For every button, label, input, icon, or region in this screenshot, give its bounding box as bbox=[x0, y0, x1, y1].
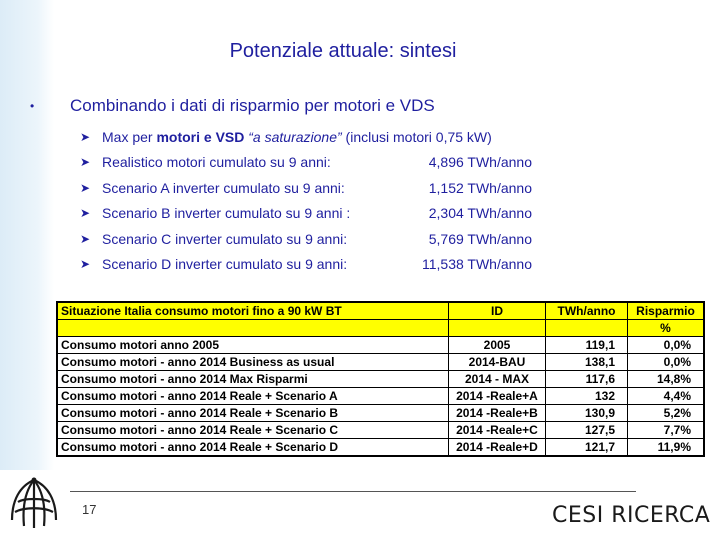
page-number: 17 bbox=[82, 502, 97, 517]
header-cell-empty bbox=[57, 320, 449, 337]
cell-savings: 7,7% bbox=[628, 422, 705, 439]
sub-bullet-label: Scenario D inverter cumulato su 9 anni: bbox=[102, 256, 348, 273]
sub-bullet-value: 4,896 TWh/anno bbox=[428, 154, 532, 171]
cell-savings: 0,0% bbox=[628, 354, 705, 371]
cell-twh: 117,6 bbox=[546, 371, 628, 388]
cell-description: Consumo motori - anno 2014 Max Risparmi bbox=[57, 371, 449, 388]
header-cell-twh: TWh/anno bbox=[546, 302, 628, 320]
arrow-bullet-icon: ➤ bbox=[80, 155, 91, 170]
text-bold-part: motori e VSD bbox=[156, 128, 245, 145]
table-header-row bbox=[57, 302, 704, 320]
header-cell-empty bbox=[546, 320, 628, 337]
cell-twh: 138,1 bbox=[546, 354, 628, 371]
cell-twh: 127,5 bbox=[546, 422, 628, 439]
table-row bbox=[57, 371, 704, 388]
text-part: Max per bbox=[102, 128, 157, 145]
sub-bullet-text bbox=[102, 129, 492, 145]
table-row bbox=[57, 337, 704, 354]
brand-logo-text: CESI RICERCA bbox=[552, 503, 711, 528]
arrow-bullet-icon: ➤ bbox=[80, 231, 91, 246]
bullet-dot-icon: • bbox=[30, 99, 35, 113]
cell-savings: 11,9% bbox=[628, 439, 705, 457]
sub-bullet-label: Scenario A inverter cumulato su 9 anni: bbox=[102, 179, 345, 196]
arrow-bullet-icon: ➤ bbox=[80, 206, 91, 221]
table-header-row-2 bbox=[57, 320, 704, 337]
cell-id: 2014 -Reale+C bbox=[449, 422, 546, 439]
footer-divider bbox=[70, 491, 636, 492]
cell-id: 2014 -Reale+A bbox=[449, 388, 546, 405]
cell-savings: 5,2% bbox=[628, 405, 705, 422]
table-row bbox=[57, 354, 704, 371]
cell-twh: 132 bbox=[546, 388, 628, 405]
header-cell-id: ID bbox=[449, 302, 546, 320]
sub-bullet-value: 11,538 TWh/anno bbox=[421, 256, 532, 273]
main-bullet-text: Combinando i dati di risparmio per motori e VDS bbox=[70, 96, 435, 115]
cell-savings: 14,8% bbox=[628, 371, 705, 388]
table-row bbox=[57, 439, 704, 457]
table-row bbox=[57, 388, 704, 405]
arrow-bullet-icon: ➤ bbox=[80, 129, 91, 144]
cell-description: Consumo motori - anno 2014 Business as usual bbox=[57, 354, 449, 371]
sub-bullet-label: Scenario C inverter cumulato su 9 anni: bbox=[102, 230, 348, 247]
header-cell-savings: Risparmio bbox=[628, 302, 705, 320]
cell-savings: 4,4% bbox=[628, 388, 705, 405]
header-cell-empty bbox=[449, 320, 546, 337]
main-bullet bbox=[30, 96, 435, 116]
sub-bullet-value: 2,304 TWh/anno bbox=[428, 205, 532, 222]
table-row bbox=[57, 422, 704, 439]
arrow-bullet-icon: ➤ bbox=[80, 257, 91, 272]
cell-description: Consumo motori - anno 2014 Reale + Scenario D bbox=[57, 439, 449, 457]
sub-bullet-item bbox=[80, 252, 600, 278]
sub-bullet-item bbox=[80, 226, 600, 252]
sub-bullet-item bbox=[80, 124, 600, 150]
header-cell-situation: Situazione Italia consumo motori fino a 90 kW BT bbox=[57, 302, 449, 320]
cell-description: Consumo motori - anno 2014 Reale + Scenario A bbox=[57, 388, 449, 405]
cell-description: Consumo motori - anno 2014 Reale + Scenario B bbox=[57, 405, 449, 422]
cell-twh: 130,9 bbox=[546, 405, 628, 422]
slide-title: Potenziale attuale: sintesi bbox=[229, 40, 457, 62]
side-band bbox=[0, 0, 54, 470]
cell-id: 2014 - MAX bbox=[449, 371, 546, 388]
header-cell-percent: % bbox=[628, 320, 705, 337]
cell-id: 2014 -Reale+B bbox=[449, 405, 546, 422]
arrow-bullet-icon: ➤ bbox=[80, 180, 91, 195]
sub-bullet-item bbox=[80, 175, 600, 201]
cell-twh: 121,7 bbox=[546, 439, 628, 457]
cell-id: 2014 -Reale+D bbox=[449, 439, 546, 457]
sub-bullet-item bbox=[80, 201, 600, 227]
cell-description: Consumo motori - anno 2014 Reale + Scenario C bbox=[57, 422, 449, 439]
sub-bullet-label: Scenario B inverter cumulato su 9 anni : bbox=[102, 205, 351, 222]
table-row bbox=[57, 405, 704, 422]
sub-bullet-label: Realistico motori cumulato su 9 anni: bbox=[102, 154, 331, 171]
cell-savings: 0,0% bbox=[628, 337, 705, 354]
cell-twh: 119,1 bbox=[546, 337, 628, 354]
confindustria-eagle-logo bbox=[6, 476, 62, 536]
cell-id: 2014-BAU bbox=[449, 354, 546, 371]
sub-bullet-value: 1,152 TWh/anno bbox=[428, 179, 532, 196]
cell-description: Consumo motori anno 2005 bbox=[57, 337, 449, 354]
text-italic-part: “a saturazione” bbox=[244, 128, 342, 145]
sub-bullet-value: 5,769 TWh/anno bbox=[428, 230, 532, 247]
text-part: (inclusi motori 0,75 kW) bbox=[341, 128, 492, 145]
cell-id: 2005 bbox=[449, 337, 546, 354]
sub-bullet-item bbox=[80, 150, 600, 176]
consumption-table bbox=[56, 301, 705, 457]
sub-bullet-list bbox=[80, 124, 600, 277]
